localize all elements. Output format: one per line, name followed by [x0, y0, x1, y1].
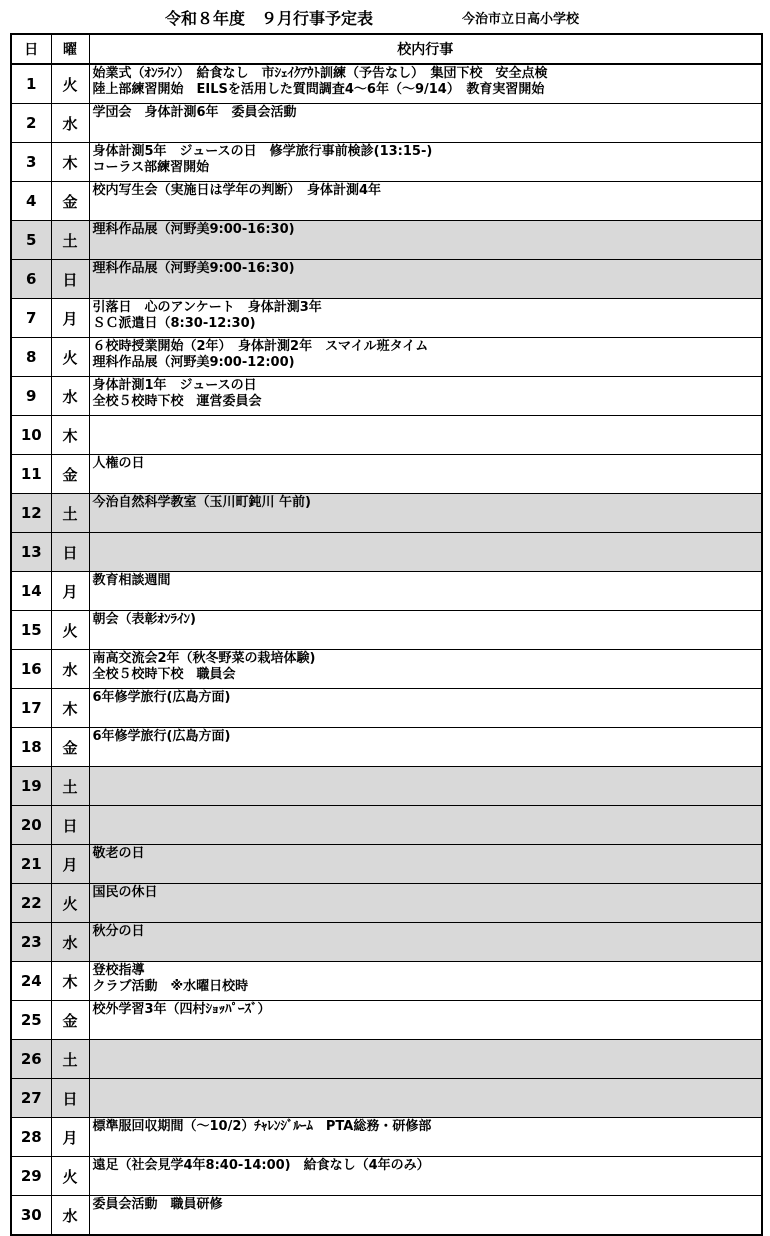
day-cell: 10 — [11, 416, 51, 455]
weekday-cell: 月 — [51, 1118, 89, 1157]
day-cell: 9 — [11, 377, 51, 416]
table-row — [11, 806, 762, 845]
table-row — [11, 923, 762, 962]
table-row — [11, 143, 762, 182]
day-cell: 28 — [11, 1118, 51, 1157]
table-row — [11, 1118, 762, 1157]
weekday-cell: 日 — [51, 1079, 89, 1118]
weekday-cell: 金 — [51, 728, 89, 767]
day-cell: 1 — [11, 64, 51, 104]
events-cell: 敬老の日 — [89, 845, 762, 884]
day-cell: 24 — [11, 962, 51, 1001]
table-row — [11, 416, 762, 455]
weekday-cell: 土 — [51, 221, 89, 260]
day-cell: 16 — [11, 650, 51, 689]
day-cell: 5 — [11, 221, 51, 260]
day-cell: 11 — [11, 455, 51, 494]
events-cell: 今治自然科学教室（玉川町鈍川 午前) — [89, 494, 762, 533]
events-cell: 国民の休日 — [89, 884, 762, 923]
weekday-cell: 火 — [51, 884, 89, 923]
events-cell: 6年修学旅行(広島方面) — [89, 689, 762, 728]
table-row — [11, 455, 762, 494]
events-cell: 6年修学旅行(広島方面) — [89, 728, 762, 767]
weekday-cell: 金 — [51, 1001, 89, 1040]
table-row — [11, 728, 762, 767]
weekday-cell: 日 — [51, 260, 89, 299]
events-cell: 朝会（表彰ｵﾝﾗｲﾝ) — [89, 611, 762, 650]
day-cell: 20 — [11, 806, 51, 845]
table-row — [11, 377, 762, 416]
table-row — [11, 1079, 762, 1118]
weekday-cell: 土 — [51, 1040, 89, 1079]
column-header-weekday: 曜 — [51, 34, 89, 64]
day-cell: 17 — [11, 689, 51, 728]
weekday-cell: 水 — [51, 650, 89, 689]
weekday-cell: 水 — [51, 923, 89, 962]
events-cell: 始業式（ｵﾝﾗｲﾝ） 給食なし 市ｼｪｲｸｱｳﾄ訓練（予告なし） 集団下校 安全点検 陸上部練習開始 EILSを活用した質問調査4～6年（～9/14） 教育実習開始 — [89, 64, 762, 104]
table-row — [11, 64, 762, 104]
day-cell: 18 — [11, 728, 51, 767]
day-cell: 4 — [11, 182, 51, 221]
weekday-cell: 金 — [51, 182, 89, 221]
school-name: 今治市立日高小学校 — [462, 12, 580, 27]
events-cell: 引落日 心のアンケート 身体計測3年 ＳＣ派遣日（8:30-12:30) — [89, 299, 762, 338]
weekday-cell: 木 — [51, 416, 89, 455]
events-cell — [89, 767, 762, 806]
table-row — [11, 845, 762, 884]
day-cell: 23 — [11, 923, 51, 962]
day-cell: 2 — [11, 104, 51, 143]
weekday-cell: 月 — [51, 572, 89, 611]
day-cell: 22 — [11, 884, 51, 923]
table-row — [11, 1157, 762, 1196]
weekday-cell: 木 — [51, 962, 89, 1001]
weekday-cell: 木 — [51, 689, 89, 728]
table-row — [11, 572, 762, 611]
events-cell: 秋分の日 — [89, 923, 762, 962]
events-cell — [89, 533, 762, 572]
day-cell: 26 — [11, 1040, 51, 1079]
events-cell: 学団会 身体計測6年 委員会活動 — [89, 104, 762, 143]
table-row — [11, 104, 762, 143]
table-row — [11, 299, 762, 338]
events-cell: 人権の日 — [89, 455, 762, 494]
column-header-day: 日 — [11, 34, 51, 64]
events-cell — [89, 1079, 762, 1118]
events-cell: 校外学習3年（四村ｼｮｯﾊﾟｰｽﾞ） — [89, 1001, 762, 1040]
table-row — [11, 1040, 762, 1079]
weekday-cell: 火 — [51, 1157, 89, 1196]
events-cell — [89, 416, 762, 455]
weekday-cell: 水 — [51, 104, 89, 143]
weekday-cell: 金 — [51, 455, 89, 494]
events-cell: ６校時授業開始（2年） 身体計測2年 スマイル班タイム 理科作品展（河野美9:00-12:00) — [89, 338, 762, 377]
table-row — [11, 494, 762, 533]
day-cell: 7 — [11, 299, 51, 338]
events-cell: 登校指導 クラブ活動 ※水曜日校時 — [89, 962, 762, 1001]
events-cell: 身体計測5年 ジュースの日 修学旅行事前検診(13:15-) コーラス部練習開始 — [89, 143, 762, 182]
table-row — [11, 1196, 762, 1236]
table-row — [11, 533, 762, 572]
day-cell: 13 — [11, 533, 51, 572]
weekday-cell: 火 — [51, 338, 89, 377]
table-row — [11, 767, 762, 806]
day-cell: 27 — [11, 1079, 51, 1118]
weekday-cell: 日 — [51, 806, 89, 845]
table-row — [11, 611, 762, 650]
day-cell: 8 — [11, 338, 51, 377]
weekday-cell: 土 — [51, 494, 89, 533]
events-cell: 標準服回収期間（～10/2）ﾁｬﾚﾝｼﾞﾙｰﾑ PTA総務・研修部 — [89, 1118, 762, 1157]
schedule-rows — [11, 64, 762, 1235]
events-cell: 南高交流会2年（秋冬野菜の栽培体験) 全校５校時下校 職員会 — [89, 650, 762, 689]
table-row — [11, 221, 762, 260]
day-cell: 12 — [11, 494, 51, 533]
day-cell: 21 — [11, 845, 51, 884]
day-cell: 3 — [11, 143, 51, 182]
day-cell: 19 — [11, 767, 51, 806]
title-bar — [0, 0, 770, 30]
header-row — [11, 34, 762, 64]
weekday-cell: 火 — [51, 64, 89, 104]
table-row — [11, 182, 762, 221]
weekday-cell: 日 — [51, 533, 89, 572]
day-cell: 30 — [11, 1196, 51, 1236]
events-cell: 身体計測1年 ジュースの日 全校５校時下校 運営委員会 — [89, 377, 762, 416]
day-cell: 25 — [11, 1001, 51, 1040]
table-row — [11, 650, 762, 689]
events-cell — [89, 806, 762, 845]
day-cell: 6 — [11, 260, 51, 299]
weekday-cell: 月 — [51, 845, 89, 884]
events-cell: 遠足（社会見学4年8:40-14:00) 給食なし（4年のみ） — [89, 1157, 762, 1196]
events-cell: 理科作品展（河野美9:00-16:30) — [89, 260, 762, 299]
weekday-cell: 火 — [51, 611, 89, 650]
page-title: 令和８年度 ９月行事予定表 — [165, 9, 374, 28]
events-cell — [89, 1040, 762, 1079]
events-cell: 教育相談週間 — [89, 572, 762, 611]
weekday-cell: 水 — [51, 377, 89, 416]
events-cell: 校内写生会（実施日は学年の判断） 身体計測4年 — [89, 182, 762, 221]
column-header-events: 校内行事 — [89, 34, 762, 64]
schedule-table — [10, 33, 763, 1236]
events-cell: 委員会活動 職員研修 — [89, 1196, 762, 1236]
weekday-cell: 水 — [51, 1196, 89, 1236]
table-row — [11, 884, 762, 923]
table-row — [11, 689, 762, 728]
weekday-cell: 木 — [51, 143, 89, 182]
day-cell: 15 — [11, 611, 51, 650]
table-row — [11, 260, 762, 299]
table-row — [11, 1001, 762, 1040]
weekday-cell: 月 — [51, 299, 89, 338]
table-row — [11, 338, 762, 377]
weekday-cell: 土 — [51, 767, 89, 806]
day-cell: 14 — [11, 572, 51, 611]
table-row — [11, 962, 762, 1001]
day-cell: 29 — [11, 1157, 51, 1196]
events-cell: 理科作品展（河野美9:00-16:30) — [89, 221, 762, 260]
